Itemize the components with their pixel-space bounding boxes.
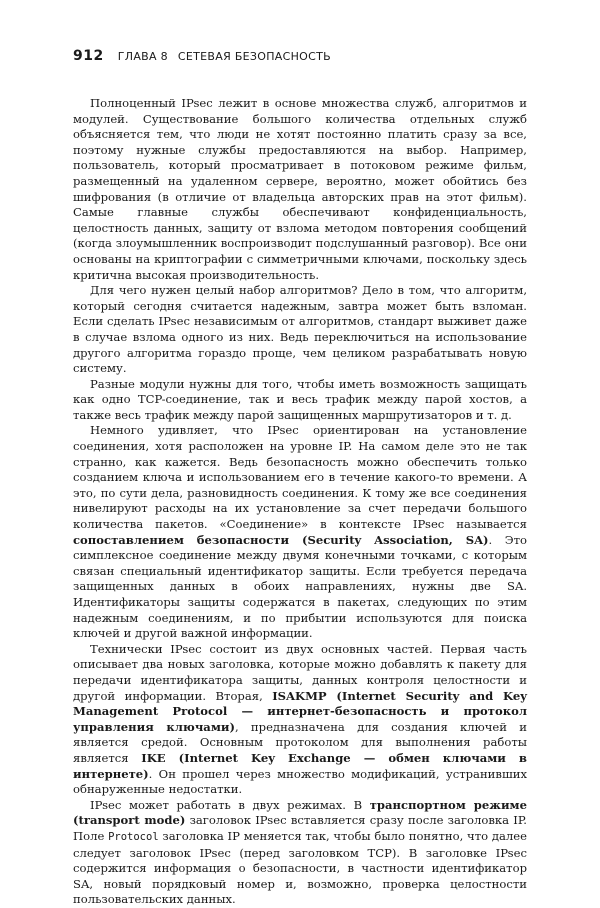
- text-run: Немного удивляет, что IPsec ориентирован на установление соединения, хотя расположен на уровне IP. На самом деле это не так странно, как кажется. Ведь безопасность можно обеспечить только созданием ключа и использованием его в течение какого-то времени. А это, по сути дела, разновидность соединения. К тому же все соединения нивелируют расходы на их установление за счет передачи большого количества пакетов. «Соединение» в контексте IPsec называется: [73, 423, 527, 532]
- chapter-title: СЕТЕВАЯ БЕЗОПАСНОСТЬ: [177, 50, 331, 63]
- paragraph: [73, 96, 527, 283]
- text-run: Разные модули нужны для того, чтобы иметь возможность защищать как одно TCP-соединение, так и весь трафик между парой хостов, а также весь трафик между парой защищенных маршрутизаторов и т. д.: [73, 376, 527, 422]
- text-run: , предназначена для создания ключей и является средой. Основным протоколом для выполнения работы является: [73, 719, 527, 765]
- bold-term: транспортном режиме (transport mode): [73, 797, 528, 828]
- body-text: [73, 96, 527, 908]
- text-run: заголовка IP меняется так, чтобы было понятно, что далее следует заголовок IPsec (перед заголовком TCP). В заголовке IPsec содержится информация о безопасности, в частности идентификатор SA, новый порядковый номер и, возможно, проверка целостности пользовательских данных.: [73, 828, 527, 907]
- paragraph: [73, 283, 527, 377]
- running-header: [73, 48, 331, 64]
- text-run: . Он прошел через множество модификаций, устранивших обнаруженные недостатки.: [73, 766, 527, 797]
- chapter-label: ГЛАВА 8: [117, 50, 168, 63]
- bold-term: IKE (Internet Key Exchange — обмен ключами в интернете): [73, 750, 527, 781]
- paragraph: [73, 642, 527, 798]
- bold-term: ISAKMP (Internet Security and Key Management Protocol — интернет-безопасность и протокол управления ключами): [73, 688, 527, 734]
- page-number: 912: [73, 48, 104, 64]
- text-run: Полноценный IPsec лежит в основе множества служб, алгоритмов и модулей. Существование большого количества отдельных служб объясняется тем, что люди не хотят постоянно платить сразу за все, поэтому нужные службы предоставляются на выбор. Например, пользователь, который просматривает в потоковом режиме фильм, размещенный на удаленном сервере, вероятно, может обойтись без шифрования (в отличие от владельца авторских прав на этот фильм). Самые главные службы обеспечивают конфиденциальность, целостность данных, защиту от взлома методом повторения сообщений (когда злоумышленник воспроизводит подслушанный разговор). Все они основаны на криптографии с симметричными ключами, поскольку здесь критична высокая производительность.: [73, 96, 527, 282]
- text-run: . Это симплексное соединение между двумя конечными точками, с которым связан специальный идентификатор защиты. Если требуется передача защищенных данных в обоих направлениях, нужны две SA. Идентификаторы защиты содержатся в пакетах, следующих по этим надежным соединениям, и по прибытии используются для поиска ключей и другой важной информации.: [73, 532, 527, 641]
- paragraph: [73, 798, 527, 908]
- text-run: заголовок IPsec вставляется сразу после заголовка IP. Поле: [73, 813, 527, 843]
- text-run: Технически IPsec состоит из двух основных частей. Первая часть описывает два новых заголовка, которые можно добавлять к пакету для передачи идентификатора защиты, данных контроля целостности и другой информации. Вторая,: [73, 641, 527, 703]
- code-term: Protocol: [108, 830, 159, 843]
- text-run: Для чего нужен целый набор алгоритмов? Дело в том, что алгоритм, который сегодня считается надежным, завтра может быть взломан. Если сделать IPsec независимым от алгоритмов, стандарт выживет даже в случае взлома одного из них. Ведь переключиться на использование другого алгоритма гораздо проще, чем целиком разрабатывать новую систему.: [73, 283, 527, 376]
- paragraph: [73, 377, 527, 424]
- bold-term: сопоставлением безопасности (Security Association, SA): [73, 532, 489, 547]
- paragraph: [73, 423, 527, 641]
- text-run: IPsec может работать в двух режимах. В: [90, 797, 370, 812]
